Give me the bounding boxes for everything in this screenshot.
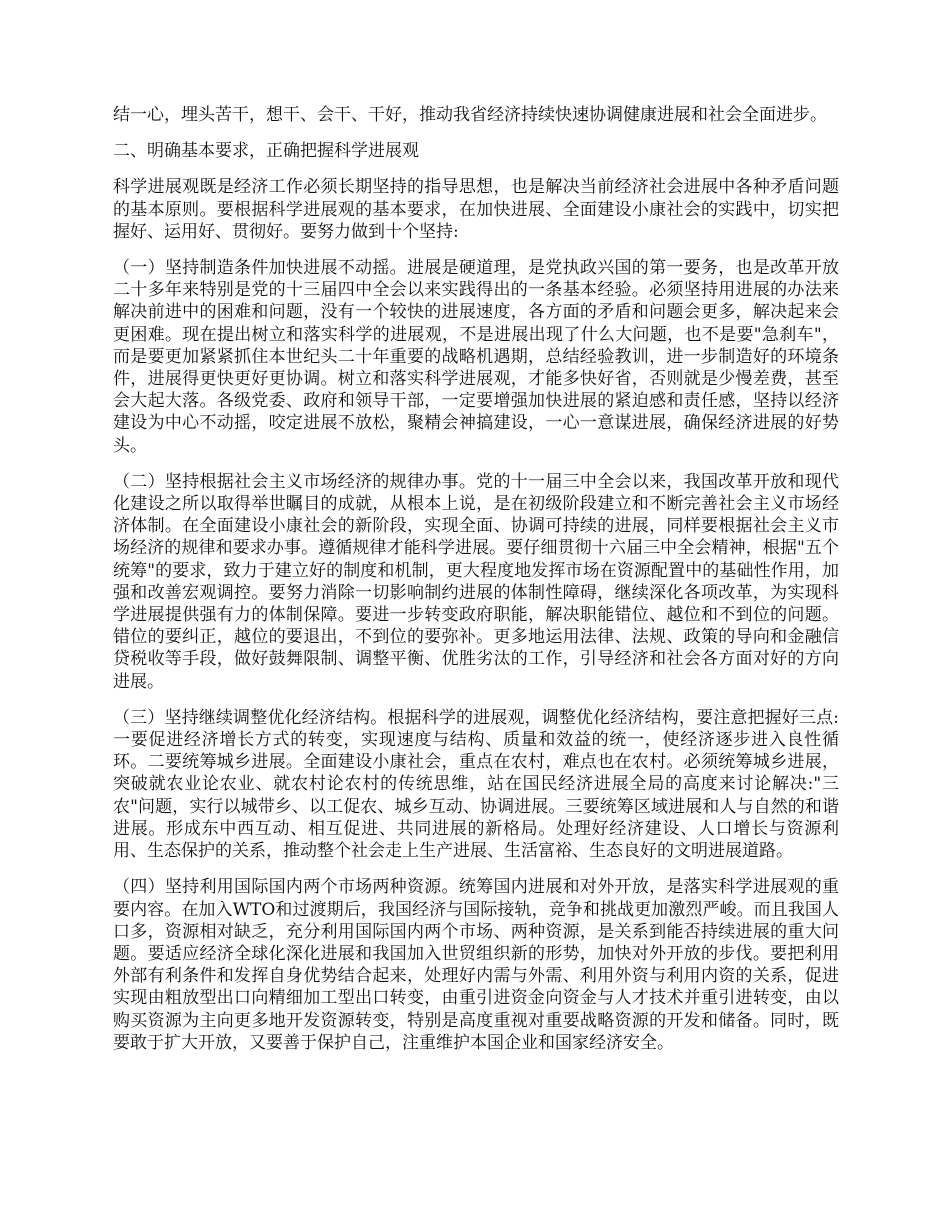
section-heading: 二、明确基本要求，正确把握科学进展观 [113,141,419,162]
document-body [113,104,839,1068]
paragraph-point-1: （一）坚持制造条件加快进展不动摇。进展是硬道理，是党执政兴国的第一要务，也是改革开放二十多年来特别是党的十三届四中全会以来实践得出的一条基本经验。必须坚持用进展的办法来解决前进中的困难和问题，没有一个较快的进展速度，各方面的矛盾和问题会更多，解决起来会更困难。现在提出树立和落实科学的进展观，不是进展出现了什么大问题，也不是要"急刹车"，而是要更加紧紧抓住本世纪头二十年重要的战略机遇期，总结经验教训，进一步制造好的环境条件，进展得更快更好更协调。树立和落实科学进展观，才能多快好省，否则就是少慢差费，甚至会大起大落。各级党委、政府和领导干部，一定要增强加快进展的紧迫感和责任感，坚持以经济建设为中心不动摇，咬定进展不放松，聚精会神搞建设，一心一意谋进展，确保经济进展的好势头。 [113,258,839,456]
paragraph-intro: 科学进展观既是经济工作必须长期坚持的指导思想，也是解决当前经济社会进展中各种矛盾问题的基本原则。要根据科学进展观的基本要求，在加快进展、全面建设小康社会的实践中，切实把握好、运用好、贯彻好。要努力做到十个坚持: [113,177,839,242]
paragraph-point-2: （二）坚持根据社会主义市场经济的规律办事。党的十一届三中全会以来，我国改革开放和现代化建设之所以取得举世瞩目的成就，从根本上说，是在初级阶段建立和不断完善社会主义市场经济体制。在全面建设小康社会的新阶段，实现全面、协调可持续的进展，同样要根据社会主义市场经济的规律和要求办事。遵循规律才能科学进展。要仔细贯彻十六届三中全会精神，根据"五个统筹"的要求，致力于建立好的制度和机制，更大程度地发挥市场在资源配置中的基础性作用，加强和改善宏观调控。要努力消除一切影响制约进展的体制性障碍，继续深化各项改革，为实现科学进展提供强有力的体制保障。要进一步转变政府职能，解决职能错位、越位和不到位的问题。错位的要纠正，越位的要退出，不到位的要弥补。更多地运用法律、法规、政策的导向和金融信贷税收等手段，做好鼓舞限制、调整平衡、优胜劣汰的工作，引导经济和社会各方面对好的方向进展。 [113,471,839,692]
paragraph-point-4: （四）坚持利用国际国内两个市场两种资源。统筹国内进展和对外开放，是落实科学进展观的重要内容。在加入WTO和过渡期后，我国经济与国际接轨，竞争和挑战更加激烈严峻。而且我国人口多，资源相对缺乏，充分利用国际国内两个市场、两种资源，是关系到能否持续进展的重大问题。要适应经济全球化深化进展和我国加入世贸组织新的形势，加快对外开放的步伐。要把利用外部有利条件和发挥自身优势结合起来，处理好内需与外需、利用外资与利用内资的关系，促进实现由粗放型出口向精细加工型出口转变，由重引进资金向资金与人才技术并重引进转变，由以购买资源为主向更多地开发资源转变，特别是高度重视对重要战略资源的开发和储备。同时，既要敢于扩大开放，又要善于保护自己，注重维护本国企业和国家经济安全。 [113,877,839,1053]
paragraph-point-3: （三）坚持继续调整优化经济结构。根据科学的进展观，调整优化经济结构，要注意把握好三点:一要促进经济增长方式的转变，实现速度与结构、质量和效益的统一，使经济逐步进入良性循环。二要统筹城乡进展。全面建设小康社会，重点在农村，难点也在农村。必须统筹城乡进展，突破就农业论农业、就农村论农村的传统思维，站在国民经济进展全局的高度来讨论解决:"三农"问题，实行以城带乡、以工促农、城乡互动、协调进展。三要统筹区域进展和人与自然的和谐进展。形成东中西互动、相互促进、共同进展的新格局。处理好经济建设、人口增长与资源利用、生态保护的关系，推动整个社会走上生产进展、生活富裕、生态良好的文明进展道路。 [113,707,839,862]
paragraph-continuation: 结一心，埋头苦干，想干、会干、干好，推动我省经济持续快速协调健康进展和社会全面进步。 [113,105,827,125]
